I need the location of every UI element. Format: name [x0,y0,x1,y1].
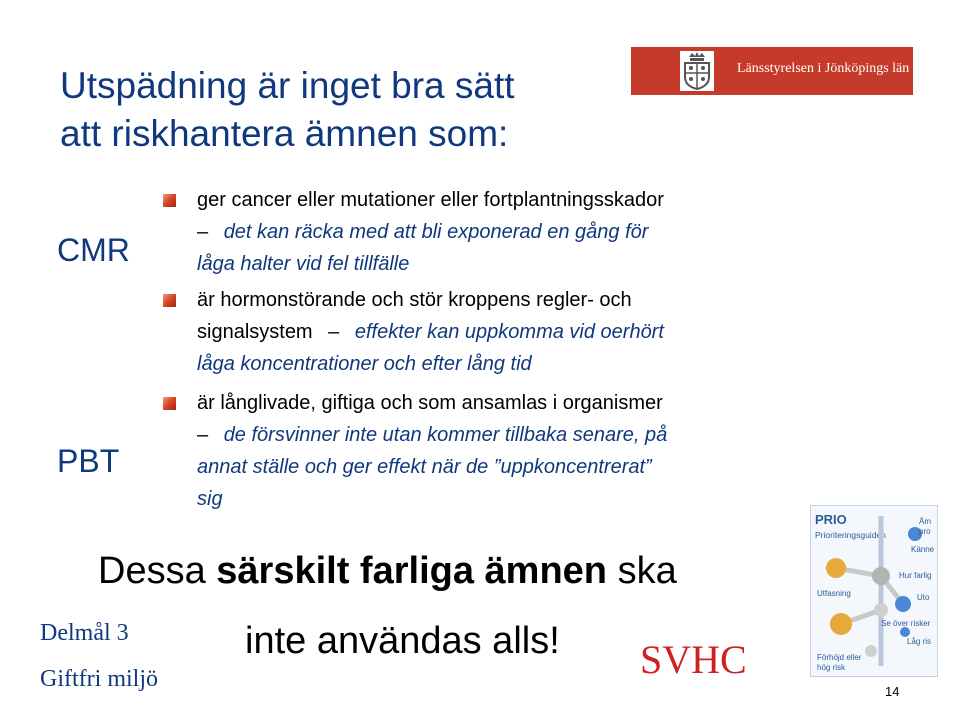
dash: – [197,221,209,243]
prio-guide-image [810,505,938,677]
bullet-1-line-3: låga halter vid fel tillfälle [197,253,410,275]
summary-bold: särskilt farliga ämnen [216,550,608,592]
bullet-2-line-3: låga koncentrationer och efter lång tid [197,353,532,375]
bullet-icon [163,294,176,307]
lansstyrelsen-logo [631,47,913,95]
footer-line-2: Giftfri miljö [40,666,158,692]
prio-label-10: hög risk [817,663,846,672]
pbt-label: PBT [57,443,120,479]
dash: – [328,321,340,343]
prio-label-5: Utfasning [817,589,851,598]
prio-label-3: Känne [911,545,935,554]
coat-of-arms-icon [680,51,714,91]
bottom-line: inte användas alls! [245,620,560,662]
italic-text: de försvinner inte utan kommer tillbaka senare, på [223,424,668,446]
prio-label-1: Äm [919,517,931,526]
plain-text: signalsystem [197,321,313,343]
prio-label-7: Se över risker [881,619,931,628]
prio-label-6: Uto [917,593,930,602]
svhc-label: SVHC [640,637,747,682]
bullet-1-line-1: ger cancer eller mutationer eller fortplantningsskador [197,189,664,211]
bullet-1-line-2 [197,216,648,248]
title-line-1: Utspädning är inget bra sätt [60,65,515,106]
bullet-icon [163,194,176,207]
logo-name: Länsstyrelsen i Jönköpings län [737,61,910,76]
footer-line-1: Delmål 3 [40,620,129,646]
bullet-3-line-4: sig [197,488,223,510]
prio-label-8: Låg ris [907,637,932,646]
bullet-3-line-1: är långlivade, giftiga och som ansamlas i organismer [197,392,663,414]
bullet-2-line-2 [197,316,664,348]
italic-text: effekter kan uppkomma vid oerhört [354,321,664,343]
summary-pre: Dessa [98,550,217,592]
bullet-2-line-1: är hormonstörande och stör kroppens regler- och [197,289,632,311]
page-number: 14 [885,684,900,699]
cmr-label: CMR [57,232,130,268]
bullet-3-line-2 [197,419,667,451]
prio-label-2: pro [919,527,931,536]
bullet-3-line-3: annat ställe och ger effekt när de ”uppkoncentrerat” [197,456,652,478]
prio-subtitle: Prioriteringsguiden [815,530,886,540]
summary-line [98,550,677,593]
prio-title: PRIO [815,512,847,527]
prio-label-4: Hur farlig [899,571,932,580]
prio-label-9: Förhöjd eller [817,653,862,662]
italic-text: det kan räcka med att bli exponerad en gång för [223,221,649,243]
slide-title [60,62,515,158]
bullet-icon [163,397,176,410]
title-line-2: att riskhantera ämnen som: [60,113,509,154]
summary-post: ska [607,550,677,592]
dash: – [197,424,209,446]
